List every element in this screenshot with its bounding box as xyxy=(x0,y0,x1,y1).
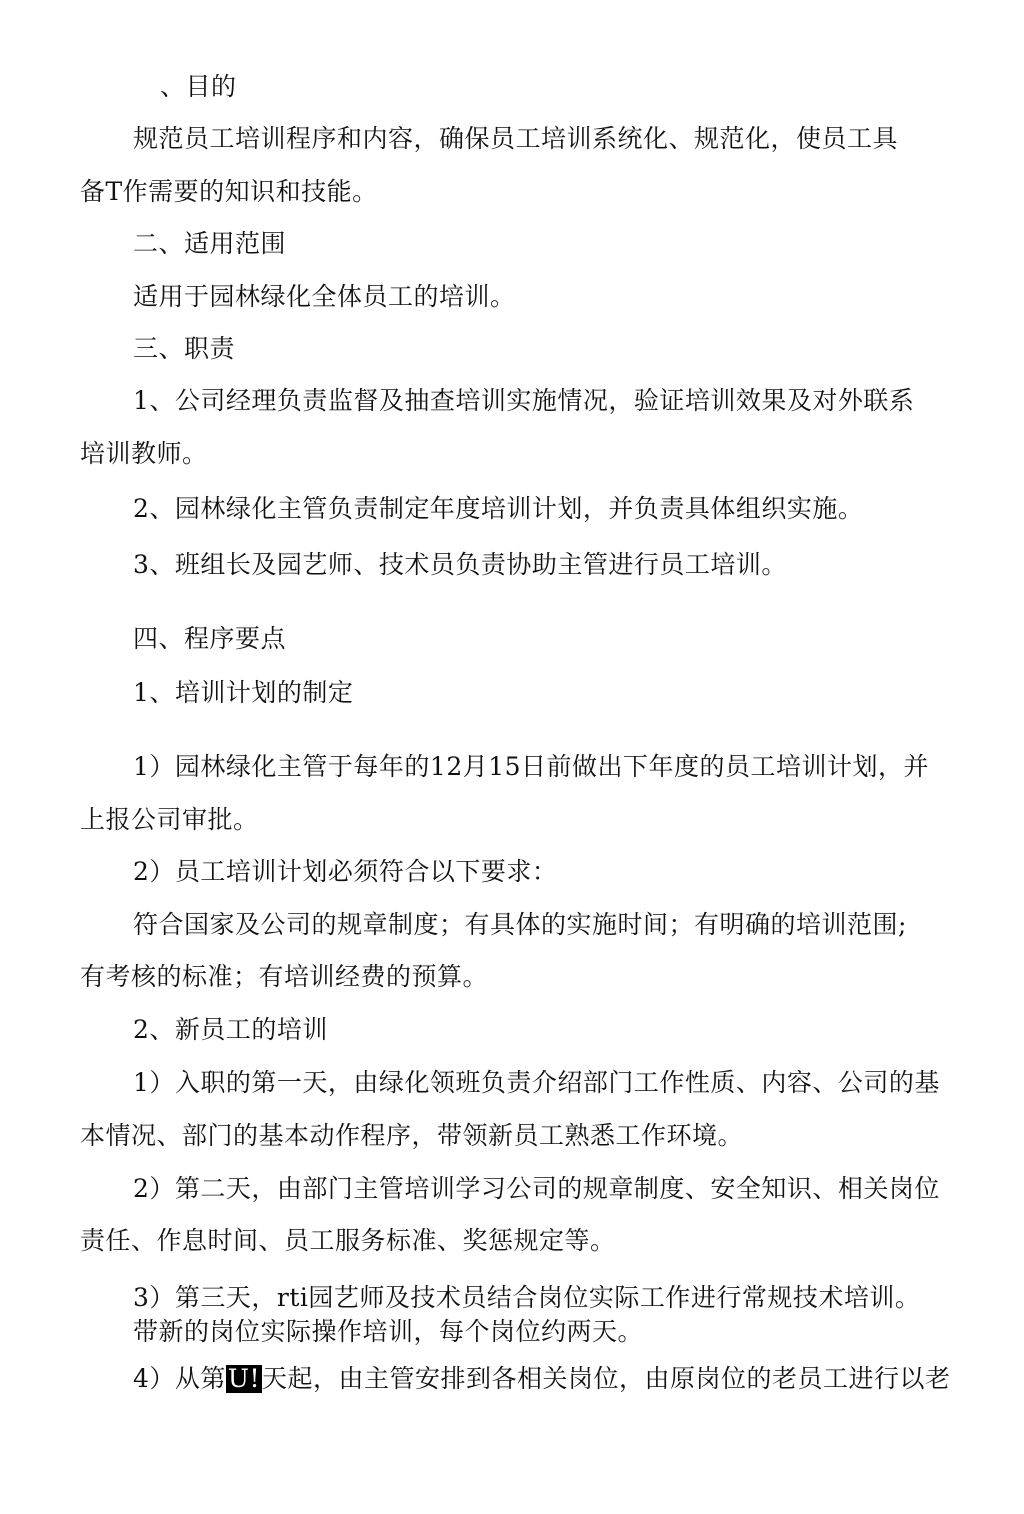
plan-item-1-line-1: 1）园林绿化主管于每年的12月15日前做出下年度的员工培训计划，并 xyxy=(133,752,930,781)
procedure-heading: 四、程序要点 xyxy=(133,624,287,653)
new-staff-item-4 xyxy=(133,1364,951,1394)
scope-heading: 二、适用范围 xyxy=(133,229,287,258)
duty-heading: 三、职责 xyxy=(133,334,236,363)
new-staff-item-4-suffix: 天起，由主管安排到各相关岗位，由原岗位的老员工进行以老 xyxy=(262,1364,951,1393)
plan-item-2: 2）员工培训计划必须符合以下要求： xyxy=(133,857,558,886)
purpose-text-line-1: 规范员工培训程序和内容，确保员工培训系统化、规范化，使员工具 xyxy=(133,124,899,153)
new-staff-item-1-line-1: 1）入职的第一天，由绿化领班负责介绍部门工作性质、内容、公司的基 xyxy=(133,1068,940,1097)
duty-3: 3、班组长及园艺师、技术员负责协助主管进行员工培训。 xyxy=(133,550,787,579)
new-staff-item-2-line-2: 责任、作息时间、员工服务标准、奖惩规定等。 xyxy=(80,1226,616,1255)
purpose-heading: 、目的 xyxy=(160,72,237,101)
new-staff-item-1-line-2: 本情况、部门的基本动作程序，带领新员工熟悉工作环境。 xyxy=(80,1121,744,1150)
new-staff-heading: 2、新员工的培训 xyxy=(133,1015,328,1044)
scan-artifact: U! xyxy=(227,1364,261,1393)
new-staff-item-3-line-2: 带新的岗位实际操作培训，每个岗位约两天。 xyxy=(133,1317,644,1346)
new-staff-item-2-line-1: 2）第二天，由部门主管培训学习公司的规章制度、安全知识、相关岗位 xyxy=(133,1174,940,1203)
duty-1-line-2: 培训教师。 xyxy=(80,439,208,468)
scope-text: 适用于园林绿化全体员工的培训。 xyxy=(133,282,516,311)
plan-heading: 1、培训计划的制定 xyxy=(133,678,354,707)
requirements-line-2: 有考核的标准；有培训经费的预算。 xyxy=(80,962,489,991)
plan-item-1-line-2: 上报公司审批。 xyxy=(80,805,259,834)
duty-2: 2、园林绿化主管负责制定年度培训计划，并负责具体组织实施。 xyxy=(133,494,864,523)
new-staff-item-4-prefix: 4）从第 xyxy=(133,1364,226,1393)
new-staff-item-3-line-1: 3）第三天，rti园艺师及技术员结合岗位实际工作进行常规技术培训。 xyxy=(133,1283,921,1312)
duty-1-line-1: 1、公司经理负责监督及抽查培训实施情况，验证培训效果及对外联系 xyxy=(133,386,915,415)
requirements-line-1: 符合国家及公司的规章制度；有具体的实施时间；有明确的培训范围; xyxy=(133,910,907,939)
purpose-text-line-2: 备T作需要的知识和技能。 xyxy=(80,177,378,206)
